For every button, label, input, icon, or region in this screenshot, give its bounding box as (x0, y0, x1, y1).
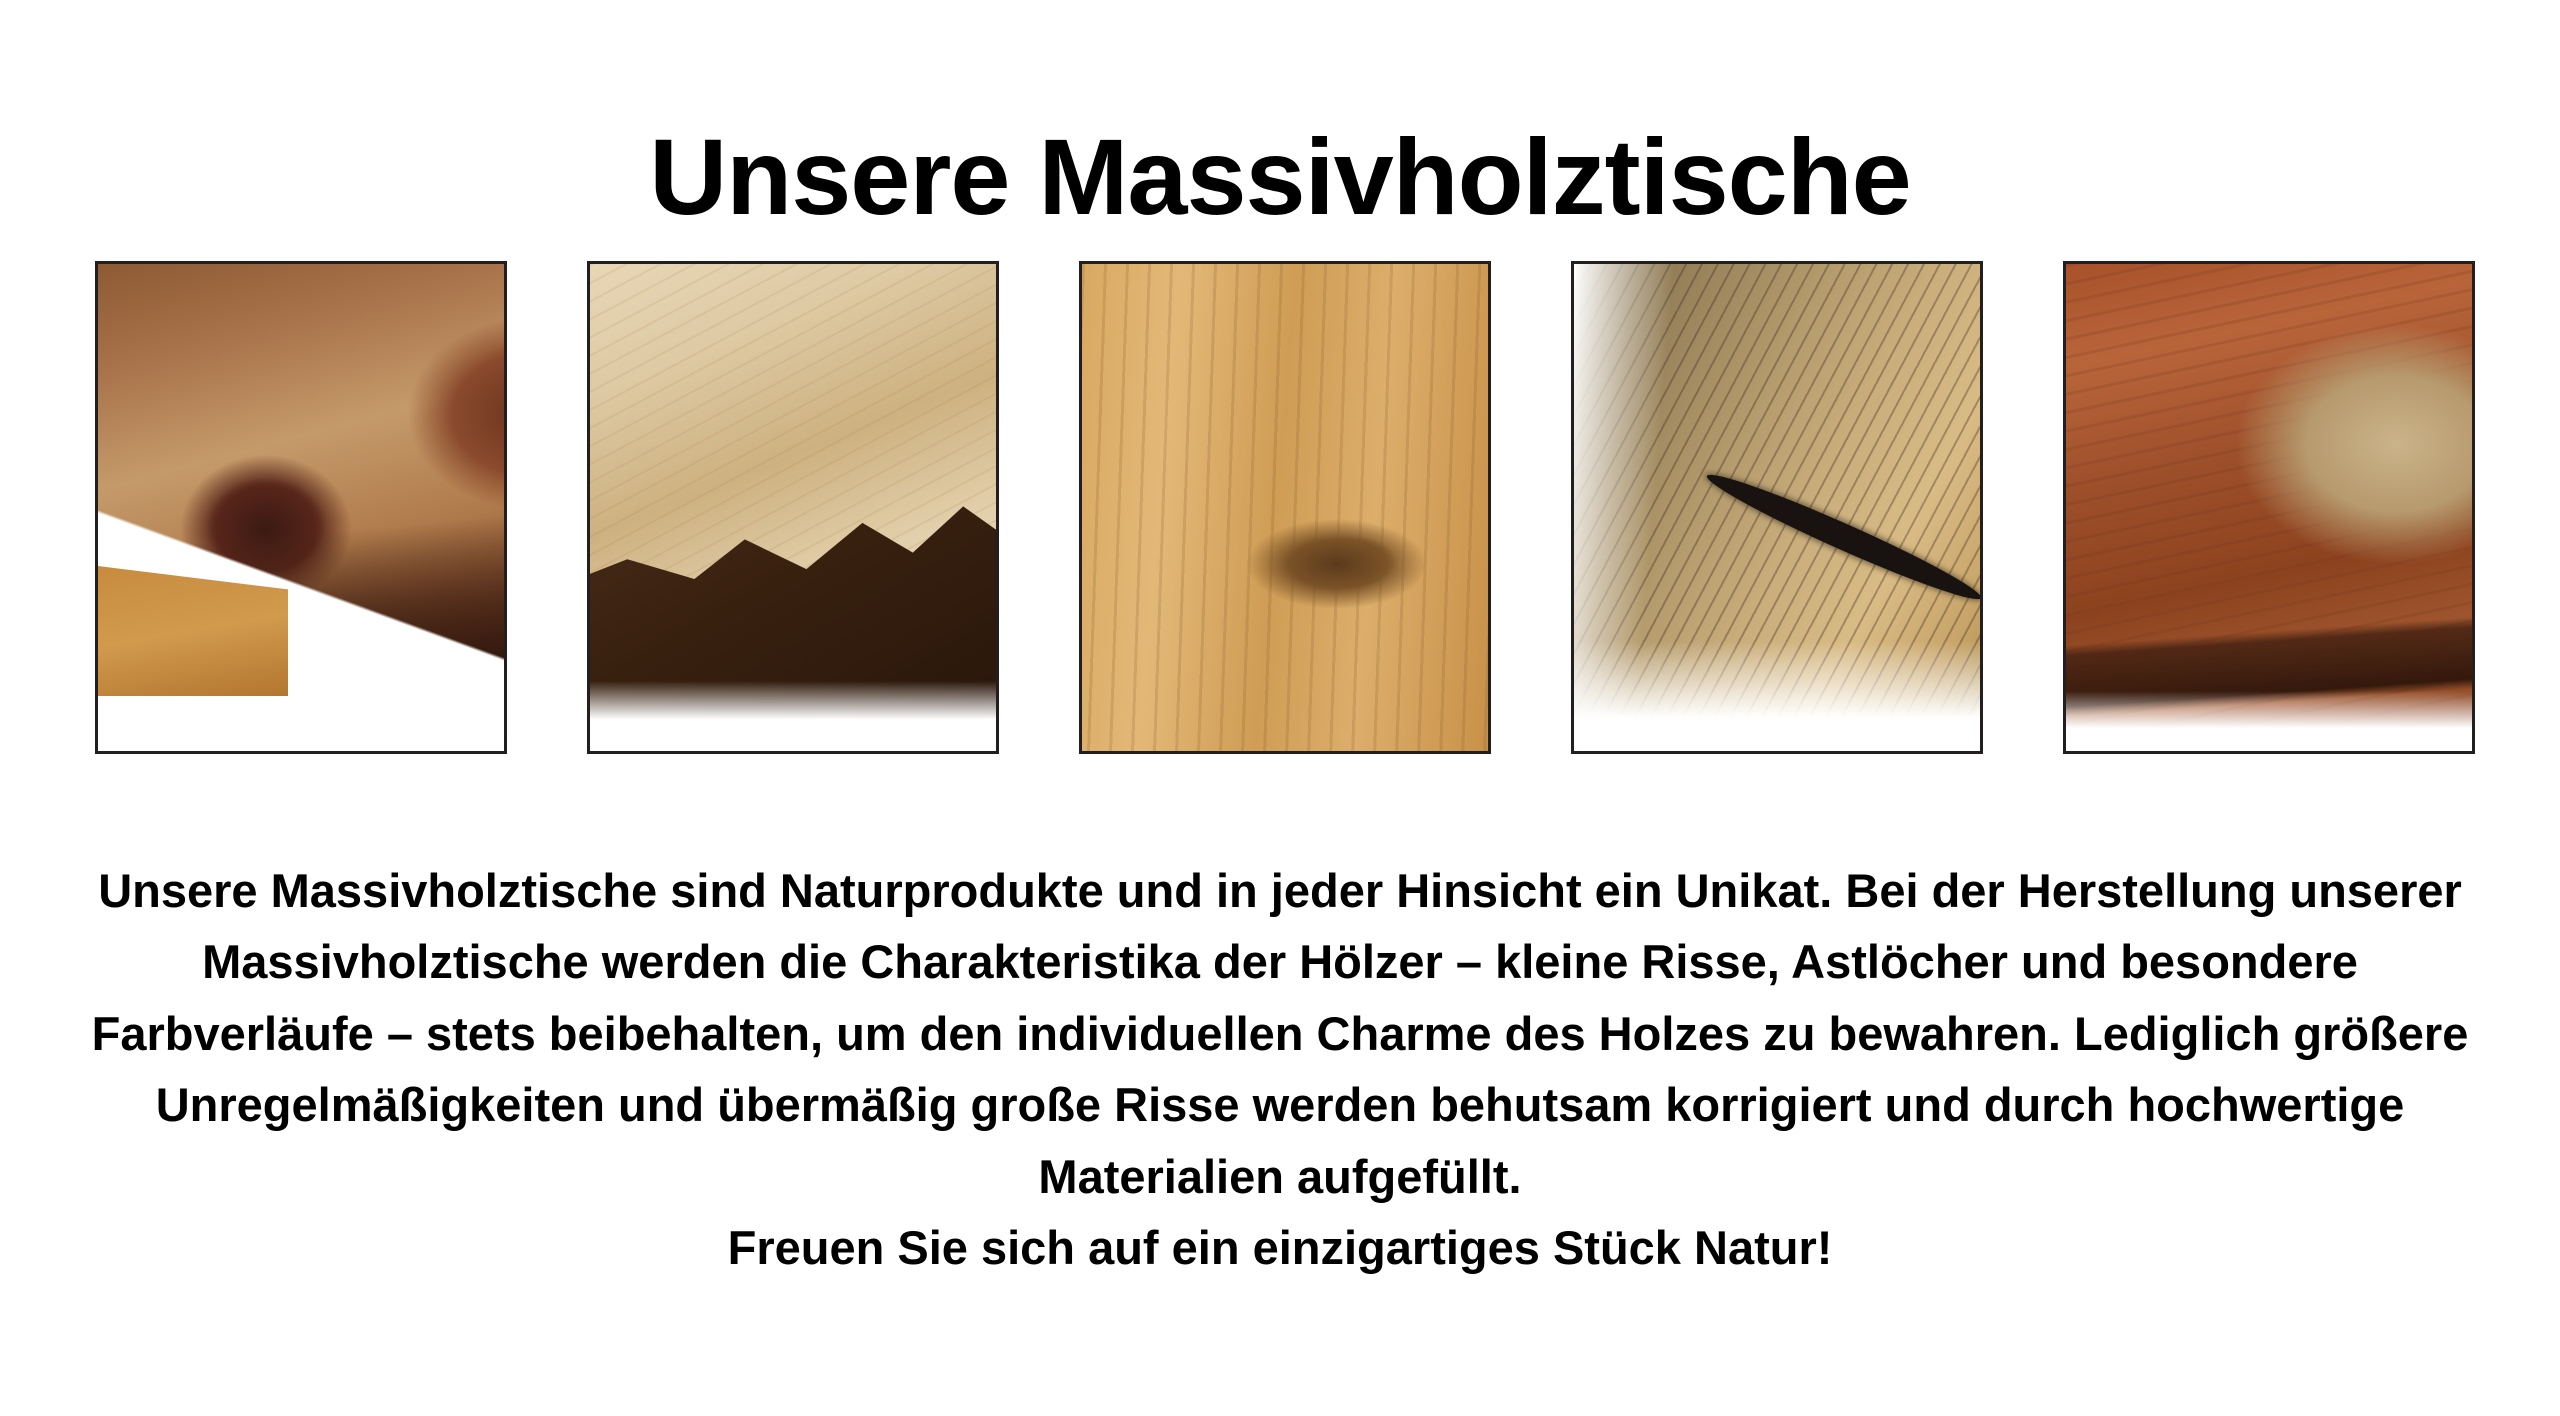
gallery-image-wood-slab-dark-rosewood (95, 261, 507, 754)
page-title: Unsere Massivholztische (649, 116, 1911, 238)
wood-slab-light-live-edge-backdrop (590, 681, 996, 751)
gallery-image-wood-grain-acacia-knot (1079, 261, 1491, 754)
image-gallery (55, 245, 2515, 738)
gallery-image-wood-slab-light-live-edge (587, 261, 999, 754)
gallery-image-wood-slab-sheesham-edge (2063, 261, 2475, 754)
body-closing-line: Freuen Sie sich auf ein einzigartiges Stück Natur! (727, 1221, 1833, 1275)
gallery-image-wood-board-rough-sawn-crack (1571, 261, 1983, 754)
wood-slab-sheesham-backdrop (2066, 691, 2472, 751)
wood-grain-acacia-knot-image (1082, 264, 1488, 751)
body-paragraph: Unsere Massivholztische sind Naturprodukte und in jeder Hinsicht ein Unikat. Bei der Herstellung unserer Massivholztische werden die Charakteristika der Hölzer – kleine Risse, Astlöcher und besondere Farbverläufe – stets beibehalten, um den individuellen Charme des Holzes zu bewahren. Lediglich größere Unregelmäßigkeiten und übermäßig große Risse werden behutsam korrigiert und durch hochwertige Materialien aufgefüllt. (91, 864, 2469, 1203)
body-copy (60, 855, 2500, 1284)
wood-slab-sheesham-image (2066, 264, 2472, 751)
wood-board-backdrop-bottom (1574, 641, 1980, 751)
